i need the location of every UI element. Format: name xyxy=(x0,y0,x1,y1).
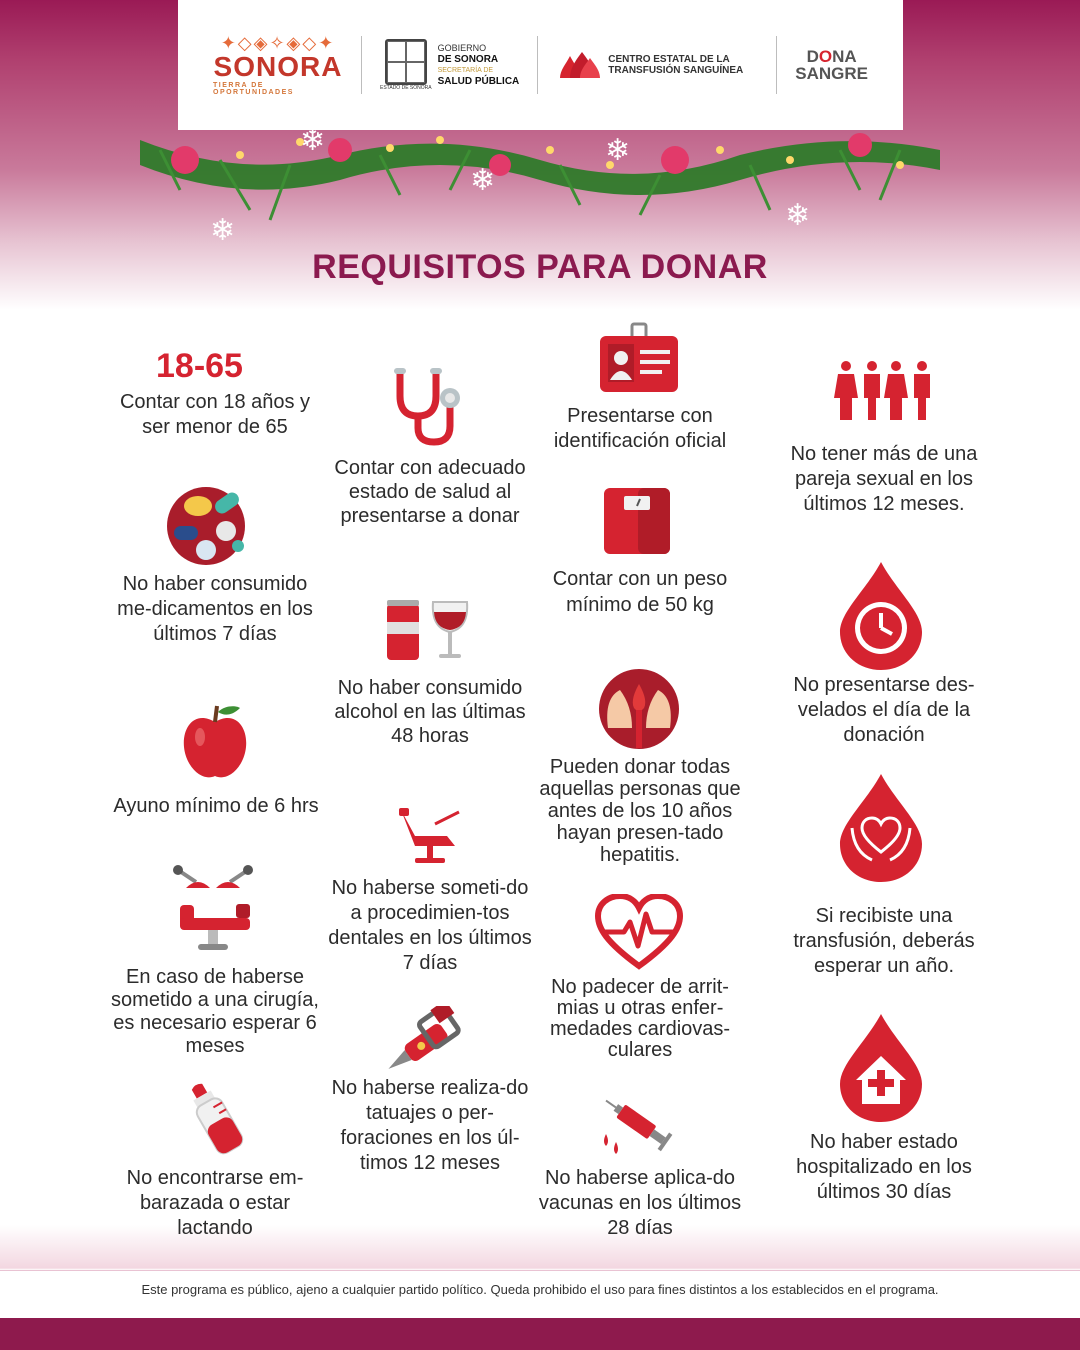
requirement-meds xyxy=(110,572,320,647)
requirement-alcohol xyxy=(325,676,535,748)
requirement-surgery-text: En caso de haberse sometido a una cirugía, es necesario esperar 6 meses xyxy=(111,966,319,1057)
requirement-tattoo xyxy=(325,1076,535,1176)
gov-line-4: SALUD PÚBLICA xyxy=(437,76,520,87)
bottom-band xyxy=(0,1318,1080,1350)
dona-d: D xyxy=(806,47,819,66)
snowflake-icon: ❄ xyxy=(300,123,326,158)
requirement-vaccine xyxy=(530,1166,750,1241)
alcohol-icon xyxy=(385,598,471,664)
scale-icon xyxy=(602,486,672,556)
id-card-icon xyxy=(598,322,680,394)
requirement-partner-text: No tener más de una pareja sexual en los últimos 12 meses. xyxy=(790,443,978,515)
requirement-age-text: Contar con 18 años y ser menor de 65 xyxy=(119,391,311,438)
gov-line-3: SECRETARÍA DE xyxy=(437,67,494,74)
header-bar xyxy=(178,0,903,130)
christmas-garland-decoration xyxy=(140,120,940,260)
page-title: REQUISITOS PARA DONAR xyxy=(312,248,768,286)
requirement-arrhythmia-text: No padecer de arrit-mias u otras enfer-medades cardiovas-culares xyxy=(549,976,731,1061)
requirement-health xyxy=(325,456,535,528)
snowflake-icon: ❄ xyxy=(470,163,496,198)
dona-sangre-logo xyxy=(795,48,868,82)
dona-drop-o: O xyxy=(818,47,833,66)
snowflake-icon: ❄ xyxy=(785,198,811,233)
requirement-arrhythmia xyxy=(530,977,750,1061)
requirement-weight xyxy=(530,566,750,618)
baby-bottle-icon xyxy=(175,1078,255,1158)
sonora-pattern: ✦◇◈✧◈◇✦ xyxy=(220,33,336,53)
requirement-id xyxy=(530,404,750,454)
requirement-fasting-text: Ayuno mínimo de 6 hrs xyxy=(113,795,319,817)
requirement-hospital xyxy=(774,1130,994,1205)
requirement-age xyxy=(110,390,320,440)
people-icon xyxy=(834,360,934,422)
dona-line-2: SANGRE xyxy=(795,64,868,83)
requirement-meds-text: No haber consumido me-dicamentos en los últimos 7 días xyxy=(117,573,313,645)
requirement-transfusion-text: Si recibiste una transfusión, deberás esperar un año. xyxy=(793,905,975,977)
requirement-hepatitis-text: Pueden donar todas aquellas personas que antes de los 10 años hayan presen-tado hepatitis. xyxy=(539,756,741,866)
apple-icon xyxy=(180,702,250,782)
age-range-number: 18-65 xyxy=(156,347,243,385)
shield-icon xyxy=(385,39,427,85)
divider xyxy=(537,36,538,94)
requirement-vaccine-text: No haberse aplica-do vacunas en los últimos 28 días xyxy=(538,1167,742,1239)
heartbeat-icon xyxy=(594,894,684,970)
requirement-health-text: Contar con adecuado estado de salud al presentarse a donar xyxy=(334,457,526,527)
government-text xyxy=(438,43,520,87)
stethoscope-icon xyxy=(390,366,470,448)
requirement-hepatitis xyxy=(530,756,750,866)
requirement-dental-text: No haberse someti-do a procedimien-tos dentales en los últimos 7 días xyxy=(328,877,532,974)
requirement-alcohol-text: No haber consumido alcohol en las últimas 48 horas xyxy=(334,677,526,747)
requirement-pregnant xyxy=(105,1166,325,1241)
dental-chair-icon xyxy=(395,806,465,866)
cets-logo xyxy=(556,48,758,82)
requirement-weight-text: Contar con un peso mínimo de 50 kg xyxy=(552,568,728,616)
requirement-partner xyxy=(774,442,994,517)
requirement-sleep-text: No presentarse des-velados el día de la donación xyxy=(793,674,975,746)
heart-hands-drop-icon xyxy=(836,772,926,884)
blood-drops-icon xyxy=(556,48,602,82)
requirement-sleep xyxy=(774,673,994,748)
requirement-transfusion xyxy=(774,904,994,979)
tattoo-machine-icon xyxy=(380,1006,480,1076)
divider xyxy=(361,36,362,94)
snowflake-icon: ❄ xyxy=(605,133,631,168)
clock-drop-icon xyxy=(836,560,926,672)
sonora-wordmark: SONORA xyxy=(213,51,343,82)
requirement-tattoo-text: No haberse realiza-do tatuajes o per-foraciones en los úl-timos 12 meses xyxy=(331,1077,529,1174)
footer-divider xyxy=(0,1270,1080,1271)
cets-line-1: CENTRO ESTATAL DE LA xyxy=(608,54,730,65)
gov-line-1: GOBIERNO xyxy=(437,43,487,53)
government-logo xyxy=(380,39,519,91)
requirement-fasting xyxy=(96,794,336,819)
hospital-drop-icon xyxy=(836,1012,926,1124)
surgery-table-icon xyxy=(168,860,258,955)
requirement-pregnant-text: No encontrarse em-barazada o estar lactando xyxy=(126,1167,304,1239)
sonora-logo xyxy=(213,34,343,96)
requirement-dental xyxy=(325,876,535,976)
pills-icon xyxy=(166,486,246,566)
syringe-icon xyxy=(598,1094,674,1154)
shield-caption: ESTADO DE SONORA xyxy=(380,85,432,91)
sonora-tagline: TIERRA DE OPORTUNIDADES xyxy=(213,82,294,96)
hands-drop-icon xyxy=(598,668,680,750)
gov-line-2: DE SONORA xyxy=(437,54,499,65)
snowflake-icon: ❄ xyxy=(210,213,236,248)
cets-line-2: TRANSFUSIÓN SANGUÍNEA xyxy=(608,65,744,76)
requirement-id-text: Presentarse con identificación oficial xyxy=(553,405,727,452)
dona-na: NA xyxy=(832,47,857,66)
requirement-hospital-text: No haber estado hospitalizado en los últimos 30 días xyxy=(796,1131,972,1203)
requirement-surgery xyxy=(110,966,320,1058)
divider xyxy=(776,36,777,94)
footer-disclaimer: Este programa es público, ajeno a cualquier partido político. Queda prohibido el uso para fines distintos a los establecidos en el programa. xyxy=(141,1282,939,1297)
